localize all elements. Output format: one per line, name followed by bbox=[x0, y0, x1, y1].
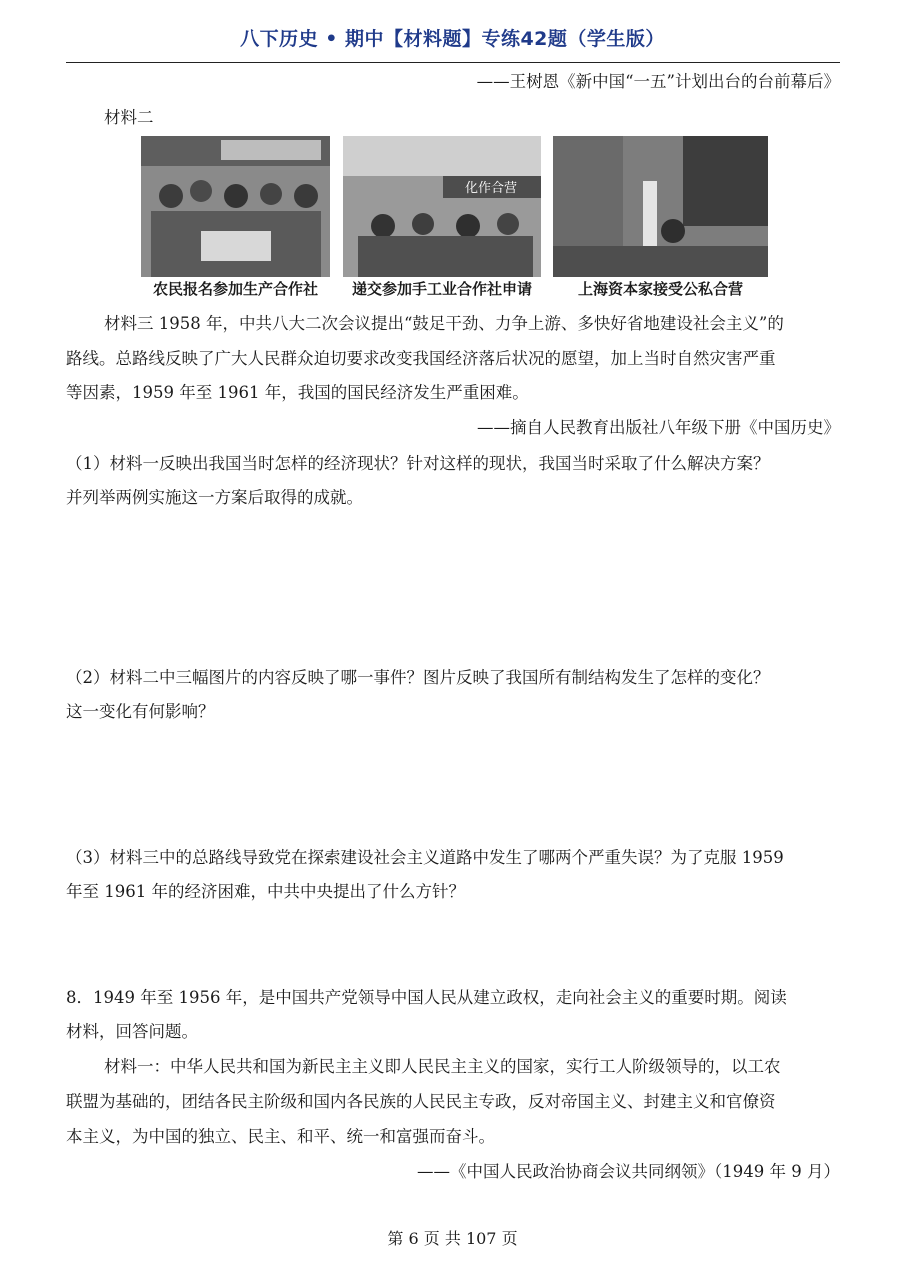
question-2-line-1: （2）材料二中三幅图片的内容反映了哪一事件？图片反映了我国所有制结构发生了怎样的变化？ bbox=[66, 668, 770, 687]
question-8-intro-line-1: 8．1949 年至 1956 年，是中国共产党领导中国人民从建立政权，走向社会主义的重要时期。阅读 bbox=[66, 988, 787, 1007]
question-3-line-1: （3）材料三中的总路线导致党在探索建设社会主义道路中发生了哪两个严重失误？为了克服 1959 bbox=[66, 848, 784, 867]
question-8-intro-line-2: 材料，回答问题。 bbox=[66, 1022, 198, 1041]
photo-caption-3: 上海资本家接受公私合营 bbox=[577, 280, 743, 298]
source-citation-3: ——《中国人民政治协商会议共同纲领》（1949 年 9 月） bbox=[417, 1162, 840, 1181]
q8-material1-line-3: 本主义，为中国的独立、民主、和平、统一和富强而奋斗。 bbox=[66, 1127, 495, 1146]
photo-public-private-partnership bbox=[553, 136, 768, 277]
page-number: 第 6 页 共 107 页 bbox=[387, 1229, 518, 1248]
question-2-line-2: 这一变化有何影响？ bbox=[66, 702, 215, 721]
material3-line-3: 等因素，1959 年至 1961 年，我国的国民经济发生严重困难。 bbox=[66, 383, 529, 402]
source-citation-1: ——王树恩《新中国“一五”计划出台的台前幕后》 bbox=[476, 72, 840, 91]
photo-handicraft-application bbox=[343, 136, 541, 277]
material2-label: 材料二 bbox=[104, 108, 154, 127]
photo-farmers-cooperative bbox=[141, 136, 330, 277]
page-header-title: 八下历史 • 期中【材料题】专练42题（学生版） bbox=[240, 28, 665, 50]
photo-caption-1: 农民报名参加生产合作社 bbox=[152, 280, 318, 298]
question-3-line-2: 年至 1961 年的经济困难，中共中央提出了什么方针？ bbox=[66, 882, 465, 901]
question-1-line-1: （1）材料一反映出我国当时怎样的经济现状？针对这样的现状，我国当时采取了什么解决方案？ bbox=[66, 454, 770, 473]
q8-material1-line-1: 材料一：中华人民共和国为新民主主义即人民民主主义的国家，实行工人阶级领导的，以工农 bbox=[104, 1057, 781, 1076]
material3-line-1: 材料三 1958 年，中共八大二次会议提出“鼓足干劲、力争上游、多快好省地建设社会主义”的 bbox=[104, 314, 784, 333]
source-citation-2: ——摘自人民教育出版社八年级下册《中国历史》 bbox=[477, 418, 840, 437]
material3-line-2: 路线。总路线反映了广大人民群众迫切要求改变我国经济落后状况的愿望，加上当时自然灾害严重 bbox=[66, 349, 776, 368]
header-divider bbox=[66, 62, 840, 63]
photo-caption-2: 递交参加手工业合作社申请 bbox=[351, 280, 532, 298]
question-1-line-2: 并列举两例实施这一方案后取得的成就。 bbox=[66, 488, 363, 507]
q8-material1-line-2: 联盟为基础的，团结各民主阶级和国内各民族的人民民主专政，反对帝国主义、封建主义和官僚资 bbox=[66, 1092, 776, 1111]
banner-text: 化作合营 bbox=[464, 181, 518, 196]
